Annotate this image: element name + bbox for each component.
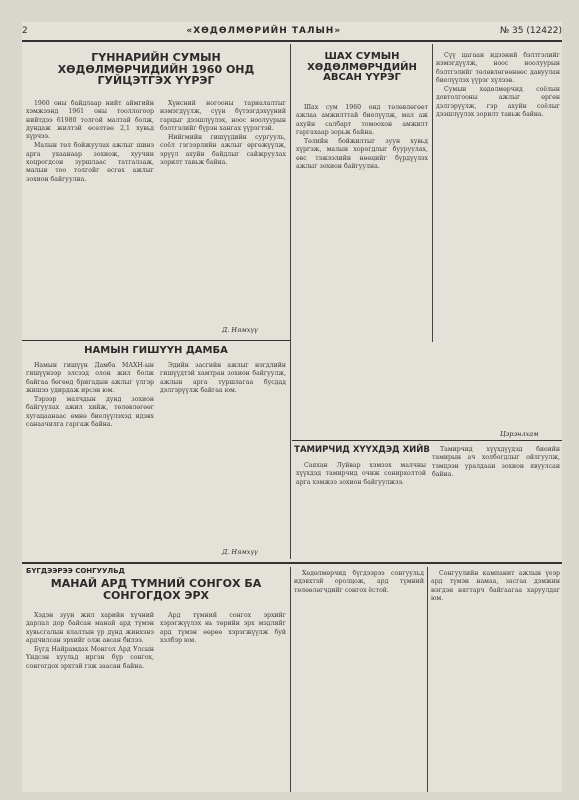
article1-paragraph: Хүнсний ногооны тариалалтыг нэмэгдүүлж, сүүн бүтээгдэхүүний гарцыг дээшлүүлэх, ноос ноолуурын бэлтгэлийг бүрэн хангах үүрэгтэй. — [160, 100, 286, 132]
article2-body-col2 — [160, 362, 286, 546]
article5-paragraph: Ард түмний сонгох эрхийг хэрэгжүүлэх нь төрийн эрх мэдлийг ард түмэн өөрөө хэрэгжүүлж буй хэлбэр юм. — [160, 612, 286, 644]
article3-byline: Цэрэнлхам — [500, 430, 539, 438]
article1-byline: Д. Нямхүү — [222, 326, 258, 334]
column-rule-right-bottom — [427, 567, 428, 792]
paper-name: «ХӨДӨЛМӨРИЙН ТАЛЫН» — [186, 26, 342, 36]
article5-body-col3 — [294, 570, 424, 790]
article4-body-col2 — [432, 446, 560, 556]
article2-byline: Д. Нямхүү — [222, 548, 258, 556]
masthead — [22, 22, 562, 42]
column-rule-center-bottom — [290, 567, 291, 792]
column-rule-right-top — [432, 44, 433, 342]
article4-paragraph: Саяхан Луйвар хэмээх малчны хүүхдэд тамирчид очиж сонирхолтой арга хэмжээ зохион байгуулжээ. — [296, 462, 426, 486]
article3-body-col1 — [296, 104, 428, 324]
article2-paragraph: Тэрээр малчдын дунд зохион байгуулах ажил хийж, төлөвлөгөөг хугацаанаас өмнө биелүүлэхэд идэвх санаачилга гаргаж байна. — [26, 396, 154, 429]
article2-paragraph: Эдийн засгийн ажлыг нэгдлийн гишүүдтэй хамтран зохион байгуулж, ажлын арга туршлагаа бусдад дэлгэрүүлж байгаа юм. — [160, 362, 286, 394]
article1-paragraph: 1960 оны байдлаар нийт аймгийн хэмжээнд 1961 оны тооллогоор нийтдээ 61980 толгой малтай болж, дундаж жилтэй өсөлтөө 2,1 хувьд хүрчээ. — [26, 100, 154, 141]
article5-paragraph: Сонгуулийн кампанит ажлын үеэр ард түмэн намаа, засгаа дэмжин нэгдэн нягтарч байгаагаа харуулдаг юм. — [431, 570, 560, 602]
article4-body-col1 — [296, 462, 426, 556]
rule-bottom-section — [22, 562, 562, 564]
article1-headline-line1: ГҮННАРИЙН СУМЫН — [91, 51, 221, 64]
article1-headline-line2: ХӨДӨЛМӨРЧИДИЙН 1960 ОНД — [57, 62, 255, 76]
article3-paragraph: Шах сум 1960 онд төлөвлөгөөт ажлаа амжилттай биелүүлж, мал аж ахуйн салбарт томоохон амжилт гаргахаар зорьж байна. — [296, 104, 428, 136]
article4-headline — [294, 446, 430, 455]
article5-paragraph: Хэдэн зуун жил харийн хүчний дарлал дор байсан манай ард түмэн хувьсгалын ялалтын үр дүнд жинхэнэ ардчилсан эрхийг олж авсан билээ. — [26, 612, 154, 644]
article2-headline-text: НАМЫН ГИШҮҮН ДАМБА — [84, 345, 228, 356]
article3-headline — [294, 52, 430, 84]
article3-paragraph: Сүү цагаан идээний бэлтгэлийг нэмэгдүүлж, ноос ноолуурын бэлтгэлийг төлөвлөгөөнөөс давуулан биелүүлэх үүрэг хүлээв. — [436, 52, 560, 84]
article3-headline-line1: ШАХ СУМЫН ХӨДӨЛМӨРЧДИЙН — [307, 51, 417, 73]
article5-headline-line2: СОНГОГДОХ ЭРХ — [102, 588, 210, 602]
article2-body-col1 — [26, 362, 154, 558]
article5-headline-line1: МАНАЙ АРД ТҮМНИЙ СОНГОХ БА — [50, 577, 262, 590]
article5-paragraph: Бүгд Найрамдах Монгол Ард Улсын Үндсэн хуульд иргэн бүр сонгох, сонгогдох эрхтэй гэж заасан байна. — [26, 646, 154, 670]
article5-body-col2 — [160, 612, 286, 790]
article2-headline — [22, 346, 290, 357]
column-rule-center-top — [290, 44, 291, 559]
article4-paragraph: Тамирчид хүүхдүүдэд биеийн тамирын ач холбогдлыг ойлгуулж, тэмцээн уралдаан зохион явуулсан байна. — [432, 446, 560, 478]
article1-paragraph: Нийгмийн гишүүдийн сургууль, соёл гэгээрлийн ажлыг өргөжүүлж, эрүүл ахуйн байдлыг сайжруулах зорилт тавьж байна. — [160, 134, 286, 167]
article5-kicker: БҮГДЭЭРЭЭ СОНГУУЛЬД — [26, 567, 125, 575]
article5-headline — [22, 578, 290, 601]
article3-headline-line2: АВСАН ҮҮРЭГ — [323, 72, 401, 83]
rule-left-mid — [22, 340, 290, 341]
article5-paragraph: Хөдөлмөрчид бүгдээрээ сонгуульд идэвхтэй оролцож, ард түмний төлөөлөгчдийг сонгох ёстой. — [294, 570, 424, 594]
article1-body-col1 — [26, 100, 154, 332]
issue-number: № 35 (12422) — [499, 26, 562, 36]
article3-paragraph: Сумын хөдөлмөрчид соёлын довтолгооны ажлыг өргөн дэлгэрүүлж, гэр ахуйн соёлыг дээшлүүлэх зорилт тавьж байна. — [436, 86, 560, 119]
article1-body-col2 — [160, 100, 286, 322]
newspaper-page — [22, 22, 562, 792]
page-number: 2 — [22, 26, 28, 36]
article5-body-col1 — [26, 612, 154, 790]
article3-body-col2 — [436, 52, 560, 428]
article1-headline — [22, 52, 290, 87]
rule-right-mid — [292, 440, 562, 441]
article4-headline-text: ТАМИРЧИД ХҮҮХДЭД ХИЙВ — [294, 445, 430, 455]
article5-body-col4 — [431, 570, 560, 790]
article1-paragraph: Малын төл бойжуулах ажлыг шинэ арга ухаанаар зохиож, хуучин хоцрогдсон зуршлаас татгалзаж, малын тоо толгойг өсгөх ажлыг зохион байгуулна. — [26, 142, 154, 183]
article1-headline-line3: ГУЙЦЭТГЭХ ҮҮРЭГ — [97, 74, 215, 88]
article2-paragraph: Намын гишүүн Дамба МАХН-ын гишүүнээр элсээд олон жил болж байгаа бөгөөд бригадын ажлыг үлгэр жишээ удирдаж ирсэн юм. — [26, 362, 154, 394]
article3-paragraph: Төлийн бойжилтыг зуун хувьд хүргэж, малын хорогдлыг бууруулах, өвс тэжээлийн нөөцийг бүрдүүлэх ажлыг зохион байгуулна. — [296, 138, 428, 171]
